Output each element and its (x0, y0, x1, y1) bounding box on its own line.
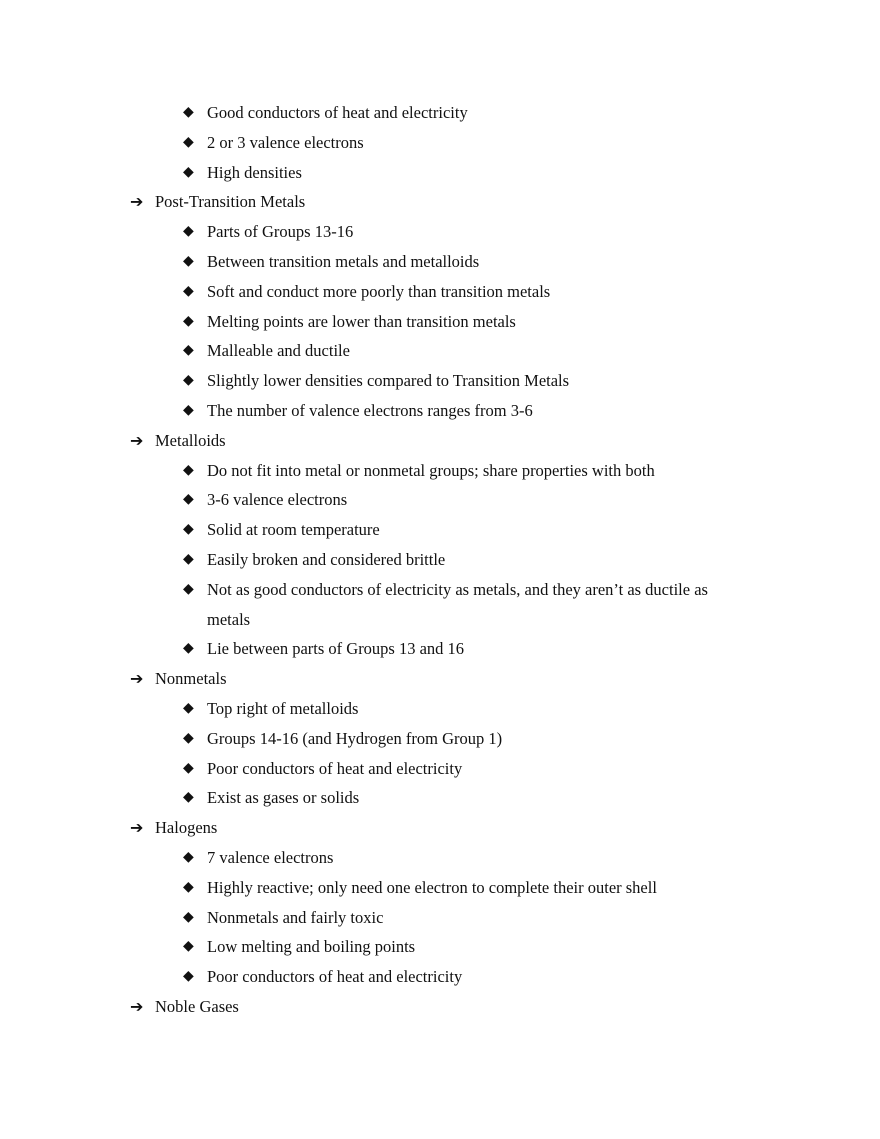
section-heading (0, 992, 880, 1022)
bullet-item (0, 843, 880, 873)
bullet-text: Easily broken and considered brittle (207, 549, 446, 569)
bullet-text: Top right of metalloids (207, 698, 359, 718)
bullet-text: The number of valence electrons ranges from 3-6 (207, 400, 533, 420)
diamond-bullet-icon: ◆ (183, 640, 194, 657)
bullet-item (0, 754, 880, 784)
bullet-text: Melting points are lower than transition metals (207, 311, 516, 331)
diamond-bullet-icon: ◆ (183, 580, 194, 597)
diamond-bullet-icon: ◆ (183, 372, 194, 389)
bullet-text: Exist as gases or solids (207, 788, 360, 808)
diamond-bullet-icon: ◆ (183, 163, 194, 180)
bullet-text: High densities (207, 162, 302, 182)
arrow-right-icon: ➔ (130, 996, 144, 1016)
diamond-bullet-icon: ◆ (183, 759, 194, 776)
bullet-item (0, 783, 880, 813)
diamond-bullet-icon: ◆ (183, 968, 194, 985)
bullet-text: 2 or 3 valence electrons (207, 132, 364, 152)
diamond-bullet-icon: ◆ (183, 699, 194, 716)
bullet-item (0, 128, 880, 158)
bullet-item (0, 307, 880, 337)
bullet-text: Do not fit into metal or nonmetal groups; share properties with both (207, 460, 655, 480)
arrow-right-icon: ➔ (130, 430, 144, 450)
outline-list (0, 98, 880, 1022)
diamond-bullet-icon: ◆ (183, 401, 194, 418)
bullet-item (0, 456, 880, 486)
bullet-text: Not as good conductors of electricity as metals, and they aren’t as ductile as (207, 579, 708, 599)
bullet-text: 7 valence electrons (207, 847, 334, 867)
bullet-item (0, 98, 880, 128)
bullet-item (0, 694, 880, 724)
section-heading-text: Halogens (155, 818, 218, 838)
diamond-bullet-icon: ◆ (183, 550, 194, 567)
bullet-text: Parts of Groups 13-16 (207, 222, 354, 242)
bullet-text: Solid at room temperature (207, 520, 380, 540)
arrow-right-icon: ➔ (130, 669, 144, 689)
diamond-bullet-icon: ◆ (183, 252, 194, 269)
section-heading (0, 426, 880, 456)
diamond-bullet-icon: ◆ (183, 491, 194, 508)
bullet-item (0, 962, 880, 992)
bullet-item (0, 396, 880, 426)
bullet-text: Soft and conduct more poorly than transition metals (207, 281, 551, 301)
bullet-item (0, 545, 880, 575)
bullet-item (0, 277, 880, 307)
section-heading-text: Nonmetals (155, 669, 227, 689)
diamond-bullet-icon: ◆ (183, 104, 194, 120)
section-heading (0, 664, 880, 694)
diamond-bullet-icon: ◆ (183, 223, 194, 240)
bullet-item (0, 366, 880, 396)
bullet-text: Groups 14-16 (and Hydrogen from Group 1) (207, 728, 503, 748)
diamond-bullet-icon: ◆ (183, 938, 194, 955)
diamond-bullet-icon: ◆ (183, 908, 194, 925)
bullet-text: Poor conductors of heat and electricity (207, 758, 463, 778)
bullet-item (0, 515, 880, 545)
diamond-bullet-icon: ◆ (183, 521, 194, 538)
diamond-bullet-icon: ◆ (183, 878, 194, 895)
diamond-bullet-icon: ◆ (183, 312, 194, 329)
section-heading-text: Post-Transition Metals (155, 192, 306, 212)
bullet-text: Poor conductors of heat and electricity (207, 967, 463, 987)
bullet-item (0, 336, 880, 366)
diamond-bullet-icon: ◆ (183, 461, 194, 478)
bullet-text: 3-6 valence electrons (207, 490, 348, 510)
bullet-item (0, 873, 880, 903)
diamond-bullet-icon: ◆ (183, 133, 194, 150)
bullet-text: Lie between parts of Groups 13 and 16 (207, 639, 465, 659)
bullet-item (0, 634, 880, 664)
diamond-bullet-icon: ◆ (183, 848, 194, 865)
bullet-item (0, 724, 880, 754)
bullet-item (0, 575, 880, 605)
arrow-right-icon: ➔ (130, 818, 144, 838)
diamond-bullet-icon: ◆ (183, 342, 194, 359)
bullet-text: Nonmetals and fairly toxic (207, 907, 384, 927)
bullet-item (0, 903, 880, 933)
bullet-text: Low melting and boiling points (207, 937, 416, 957)
section-heading (0, 187, 880, 217)
section-heading-text: Noble Gases (155, 996, 239, 1016)
section-heading-text: Metalloids (155, 430, 226, 450)
bullet-text: metals (207, 609, 251, 629)
bullet-text: Malleable and ductile (207, 341, 350, 361)
bullet-text: Highly reactive; only need one electron to complete their outer shell (207, 877, 657, 897)
bullet-item (0, 217, 880, 247)
bullet-item-continuation (0, 605, 880, 635)
bullet-item (0, 485, 880, 515)
section-heading (0, 813, 880, 843)
bullet-text: Slightly lower densities compared to Transition Metals (207, 371, 570, 391)
diamond-bullet-icon: ◆ (183, 729, 194, 746)
arrow-right-icon: ➔ (130, 192, 144, 212)
bullet-text: Good conductors of heat and electricity (207, 103, 468, 122)
bullet-text: Between transition metals and metalloids (207, 251, 480, 271)
bullet-item (0, 247, 880, 277)
bullet-item (0, 932, 880, 962)
diamond-bullet-icon: ◆ (183, 789, 194, 806)
bullet-item (0, 158, 880, 188)
diamond-bullet-icon: ◆ (183, 282, 194, 299)
